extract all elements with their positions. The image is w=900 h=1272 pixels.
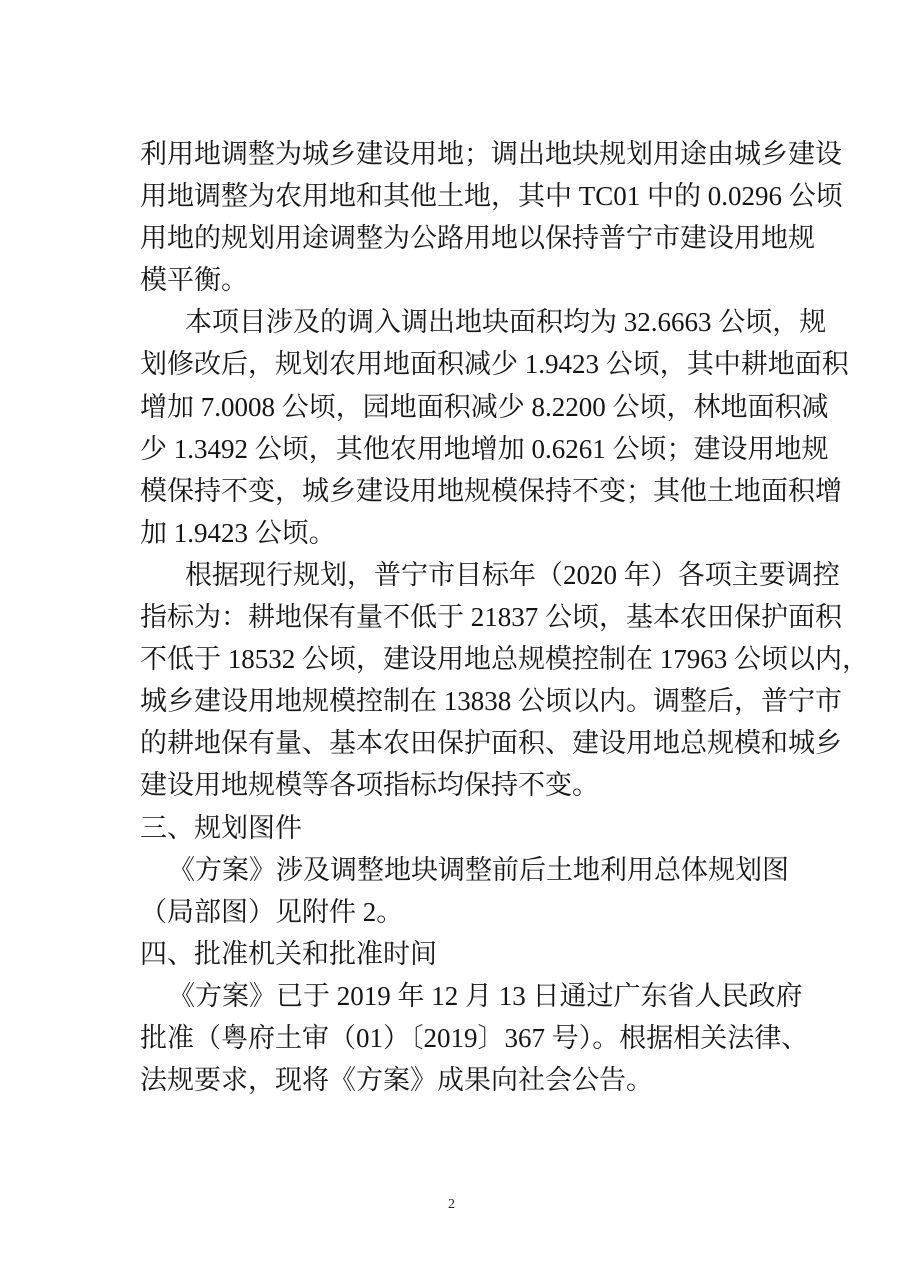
text-line: 模保持不变，城乡建设用地规模保持不变；其他土地面积增 xyxy=(140,475,842,506)
text-line: 根据现行规划，普宁市目标年（2020 年）各项主要调控 xyxy=(185,559,840,590)
text-line: 《方案》已于 2019 年 12 月 13 日通过广东省人民政府 xyxy=(168,980,803,1011)
text-line: 建设用地规模等各项指标均保持不变。 xyxy=(140,770,599,801)
page-number: 2 xyxy=(448,1197,455,1212)
text-line: 本项目涉及的调入调出地块面积均为 32.6663 公顷，规 xyxy=(185,307,827,338)
text-line: 的耕地保有量、基本农田保护面积、建设用地总规模和城乡 xyxy=(140,728,842,759)
text-line: 用地的规划用途调整为公路用地以保持普宁市建设用地规 xyxy=(140,223,815,254)
text-line: 不低于 18532 公顷，建设用地总规模控制在 17963 公顷以内， xyxy=(140,644,869,675)
text-line: 利用地调整为城乡建设用地；调出地块规划用途由城乡建设 xyxy=(140,139,842,169)
text-line: 城乡建设用地规模控制在 13838 公顷以内。调整后，普宁市 xyxy=(140,686,842,717)
text-line: 加 1.9423 公顷。 xyxy=(140,517,336,548)
text-line: 增加 7.0008 公顷，园地面积减少 8.2200 公顷，林地面积减 xyxy=(140,391,829,422)
text-line: 少 1.3492 公顷，其他农用地增加 0.6261 公顷；建设用地规 xyxy=(140,433,829,464)
text-line: 《方案》涉及调整地块调整前后土地利用总体规划图 xyxy=(168,854,789,885)
text-line: 用地调整为农用地和其他土地，其中 TC01 中的 0.0296 公顷 xyxy=(140,181,843,212)
text-line: 模平衡。 xyxy=(140,265,248,296)
text-line: 划修改后，规划农用地面积减少 1.9423 公顷，其中耕地面积 xyxy=(140,349,849,380)
text-line: （局部图）见附件 2。 xyxy=(140,896,404,927)
section-heading-3: 三、规划图件 xyxy=(140,812,302,843)
text-line: 批准（粤府土审（01）〔2019〕367 号）。根据相关法律、 xyxy=(140,1022,809,1053)
document-body xyxy=(140,133,869,1101)
text-line: 指标为：耕地保有量不低于 21837 公顷，基本农田保护面积 xyxy=(140,602,842,633)
section-heading-4: 四、批准机关和批准时间 xyxy=(140,938,437,969)
text-line: 法规要求，现将《方案》成果向社会公告。 xyxy=(140,1065,653,1096)
